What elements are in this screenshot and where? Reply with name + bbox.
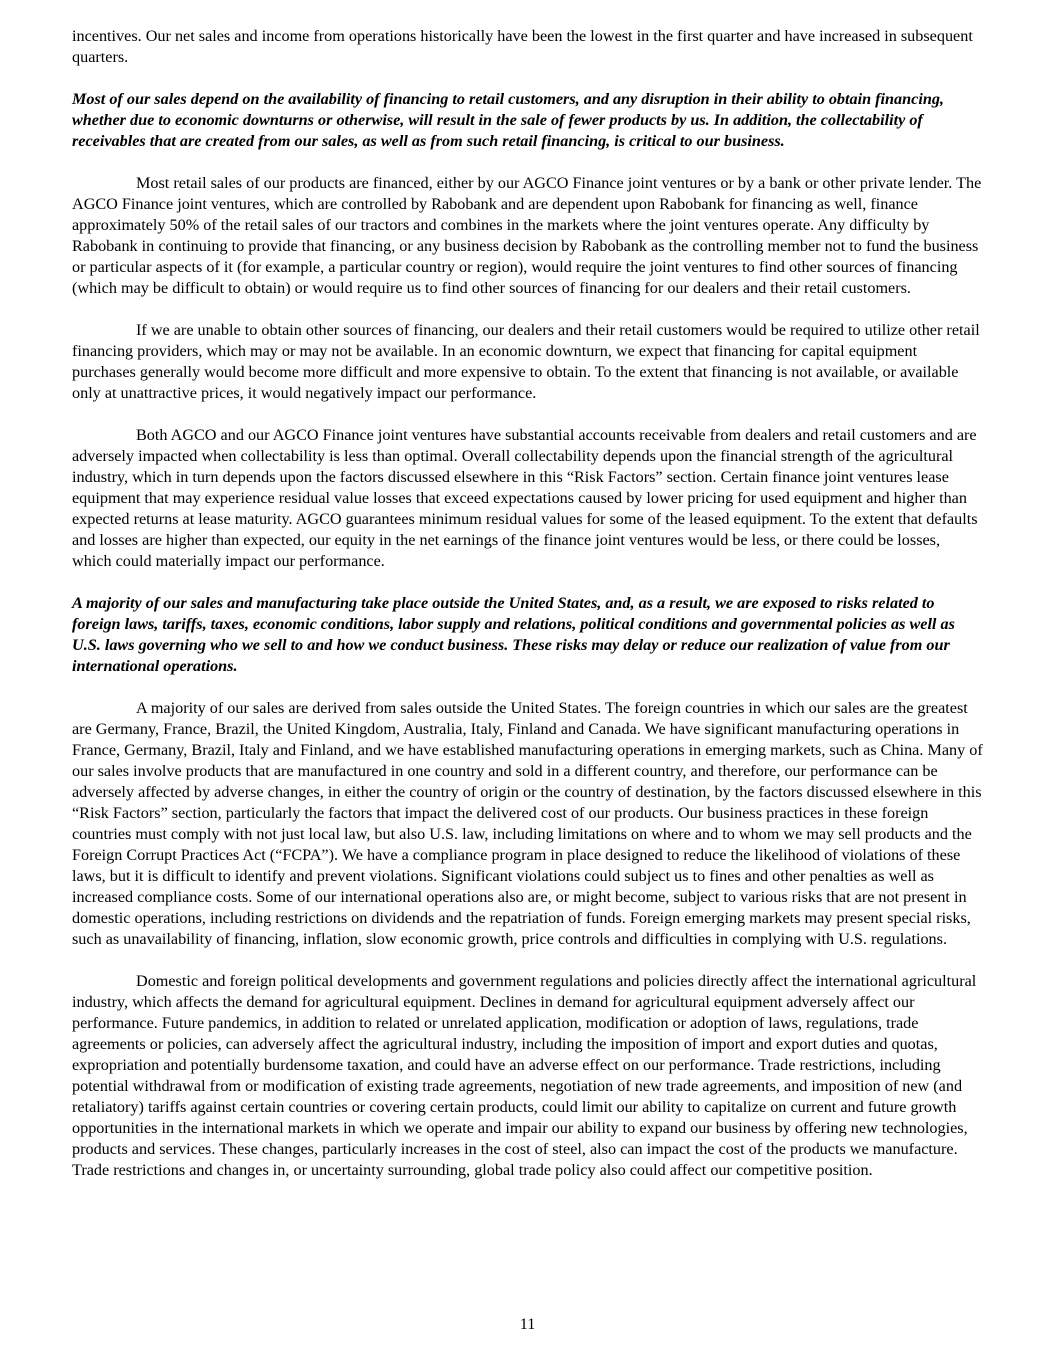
paragraph-political-developments: Domestic and foreign political developments and government regulations and policies directly affect the international agricultural industry, which affects the demand for agricultural equipment. Declines in demand for agricultural equipment adversely affect our performance. Future pandemics, in addition to related or unrelated application, modification or adoption of laws, regulations, trade agreements or policies, can adversely affect the agricultural industry, including the imposition of import and export duties and quotas, expropriation and potentially burdensome taxation, and could have an adverse effect on our performance. Trade restrictions, including potential withdrawal from or modification of existing trade agreements, negotiation of new trade agreements, and imposition of new (and retaliatory) tariffs against certain countries or covering certain products, could limit our ability to capitalize on current and future growth opportunities in the international markets in which we operate and impair our ability to expand our business by offering new technologies, products and services. These changes, particularly increases in the cost of steel, also can impact the cost of the products we manufacture. Trade restrictions and changes in, or uncertainty surrounding, global trade policy also could affect our competitive position. bbox=[72, 972, 977, 1179]
risk-heading-international: A majority of our sales and manufacturing take place outside the United States, and, as a result, we are exposed to risks related to foreign laws, tariffs, taxes, economic conditions, labor supply and relations, political conditions and governmental policies as well as U.S. laws governing who we sell to and how we conduct business. These risks may delay or reduce our realization of value from our international operations. bbox=[72, 594, 955, 675]
paragraph-foreign-sales: A majority of our sales are derived from sales outside the United States. The foreign countries in which our sales are the greatest are Germany, France, Brazil, the United Kingdom, Australia, Italy, Finland and Canada. We have significant manufacturing operations in France, Germany, Brazil, Italy and Finland, and we have established manufacturing operations in emerging markets, such as China. Many of our sales involve products that are manufactured in one country and sold in a different country, and therefore, our performance can be adversely affected by adverse changes, in either the country of origin or the country of destination, by the factors discussed elsewhere in this “Risk Factors” section, particularly the factors that impact the delivered cost of our products. Our business practices in these foreign countries must comply with not just local law, but also U.S. law, including limitations on where and to whom we may sell products and the Foreign Corrupt Practices Act (“FCPA”). We have a compliance program in place designed to reduce the likelihood of violations of these laws, but it is difficult to identify and prevent violations. Significant violations could subject us to fines and other penalties as well as increased compliance costs. Some of our international operations also are, or might become, subject to various risks that are not present in domestic operations, including restrictions on dividends and the repatriation of funds. Foreign emerging markets may present special risks, such as unavailability of financing, inflation, slow economic growth, price controls and difficulties in complying with U.S. regulations. bbox=[72, 699, 983, 948]
risk-heading-financing: Most of our sales depend on the availability of financing to retail customers, and any disruption in their ability to obtain financing, whether due to economic downturns or otherwise, will result in the sale of fewer products by us. In addition, the collectability of receivables that are created from our sales, as well as from such retail financing, is critical to our business. bbox=[72, 90, 944, 150]
paragraph-receivables: Both AGCO and our AGCO Finance joint ventures have substantial accounts receivable from dealers and retail customers and are adversely impacted when collectability is less than optimal. Overall collectability depends upon the financial strength of the agricultural industry, which in turn depends upon the factors discussed elsewhere in this “Risk Factors” section. Certain finance joint ventures lease equipment that may experience residual value losses that exceed expectations caused by lower pricing for used equipment and higher than expected returns at lease maturity. AGCO guarantees minimum residual values for some of the leased equipment. To the extent that defaults and losses are higher than expected, our equity in the net earnings of the finance joint ventures would be less, or there could be losses, which could materially impact our performance. bbox=[72, 426, 978, 570]
page-number: 11 bbox=[519, 1315, 536, 1333]
paragraph-continuation: incentives. Our net sales and income from operations historically have been the lowest in the first quarter and have increased in subsequent quarters. bbox=[72, 27, 973, 66]
paragraph-other-financing: If we are unable to obtain other sources of financing, our dealers and their retail customers would be required to utilize other retail financing providers, which may or may not be available. In an economic downturn, we expect that financing for capital equipment purchases generally would become more difficult and more expensive to obtain. To the extent that financing is not available, or available only at unattractive prices, it would negatively impact our performance. bbox=[72, 321, 980, 402]
paragraph-retail-financing: Most retail sales of our products are financed, either by our AGCO Finance joint ventures or by a bank or other private lender. The AGCO Finance joint ventures, which are controlled by Rabobank and are dependent upon Rabobank for financing as well, finance approximately 50% of the retail sales of our tractors and combines in the markets where the joint ventures operate. Any difficulty by Rabobank in continuing to provide that financing, or any business decision by Rabobank as the controlling member not to fund the business or particular aspects of it (for example, a particular country or region), would require the joint ventures to find other sources of financing (which may be difficult to obtain) or would require us to find other sources of financing for our dealers and their retail customers. bbox=[72, 174, 982, 297]
